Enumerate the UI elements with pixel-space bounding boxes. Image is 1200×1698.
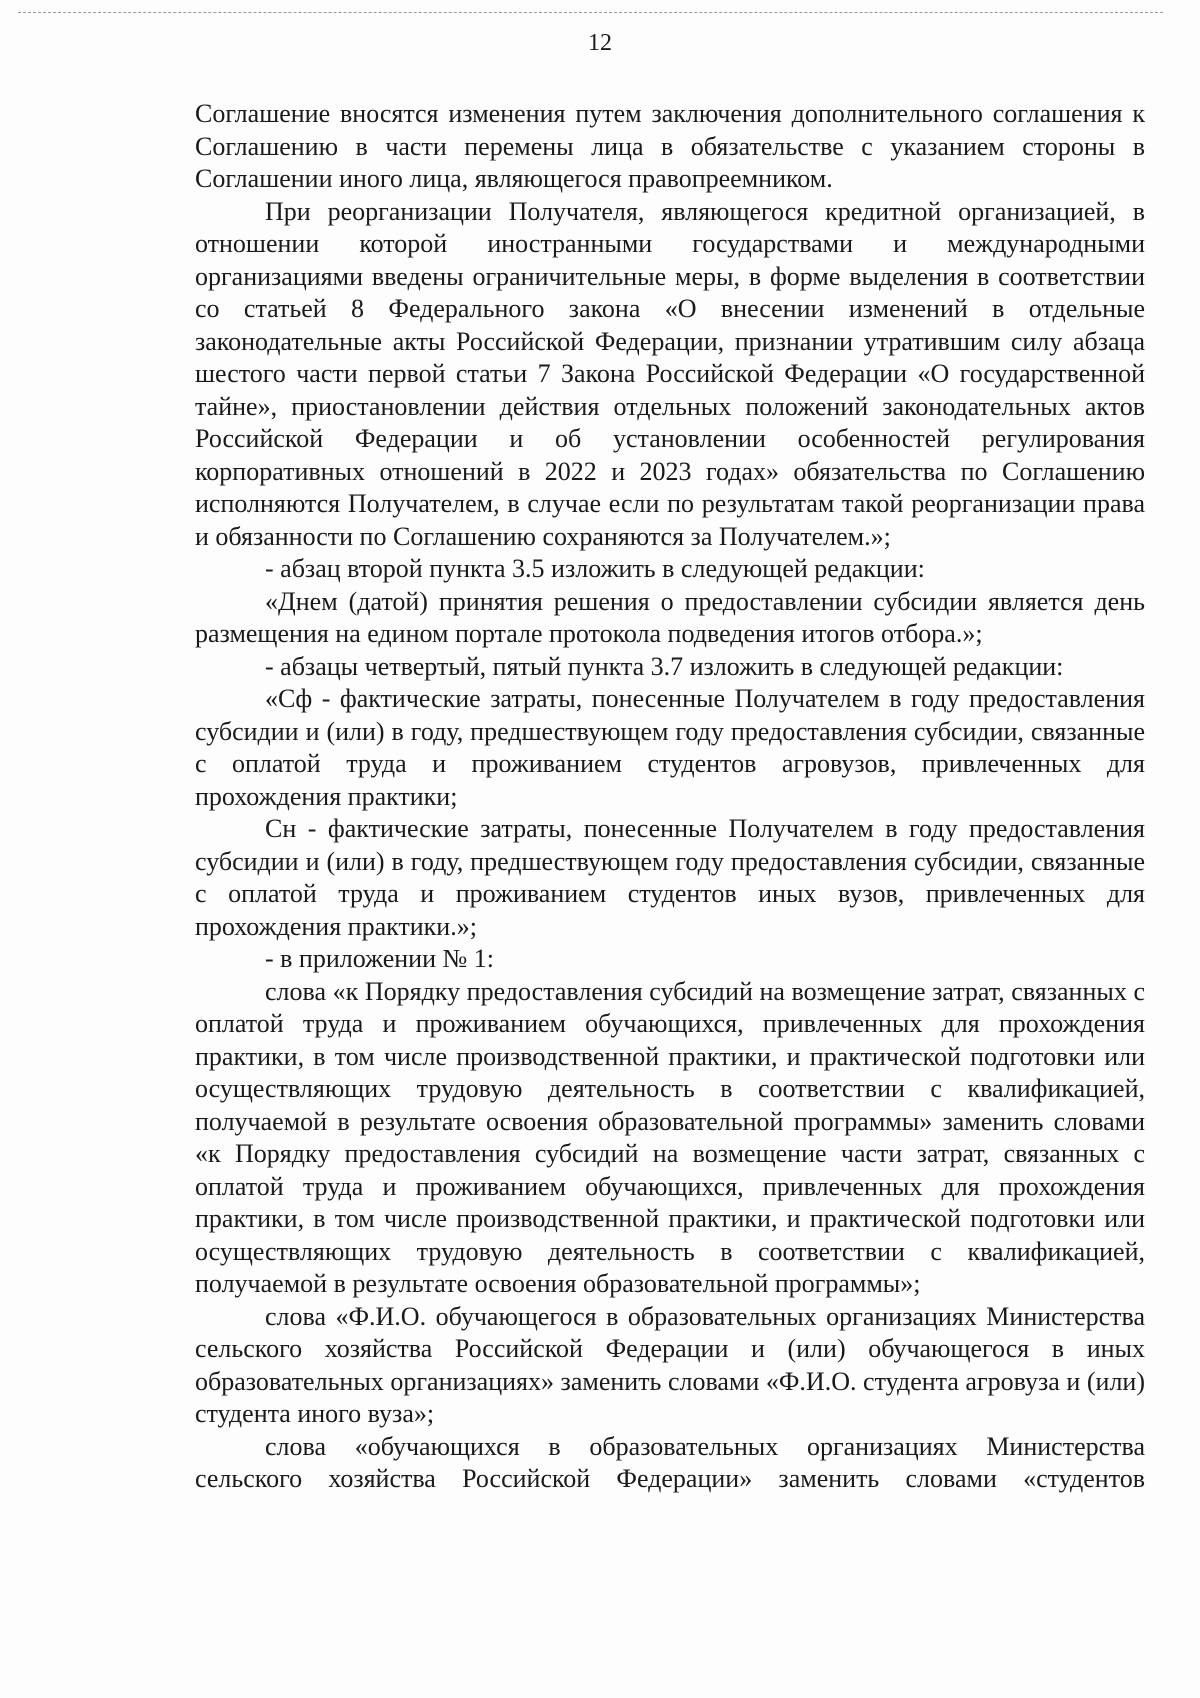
paragraph-reorganization: При реорганизации Получателя, являющегося кредитной организацией, в отношении которой иностранными государствами и международными организациями введены ограничительные меры, в форме выделения в соответствии со статьей 8 Федерального закона «О внесении изменений в отдельные законодательные акты Российской Федерации, признании утратившим силу абзаца шестого части первой статьи 7 Закона Российской Федерации «О государственной тайне», приостановлении действия отдельных положений законодательных актов Российской Федерации и об установлении особенностей регулирования корпоративных отношений в 2022 и 2023 годах» обязательства по Соглашению исполняются Получателем, в случае если по результатам такой реорганизации права и обязанности по Соглашению сохраняются за Получателем.»; (195, 196, 1145, 551)
paragraph-appendix-words-3: слова «обучающихся в образовательных организациях Министерства сельского хозяйства Российской Федерации» заменить словами «студентов (195, 1431, 1145, 1493)
document-body (195, 98, 1145, 1496)
paragraph-appendix-words-1: слова «к Порядку предоставления субсидий на возмещение затрат, связанных с оплатой труда и проживанием обучающихся, привлеченных для прохождения практики, в том числе производственной практики, и практической подготовки или осуществляющих трудовую деятельность в соответствии с квалификацией, получаемой в результате освоения образовательной программы» заменить словами «к Порядку предоставления субсидий на возмещение части затрат, связанных с оплатой труда и проживанием обучающихся, привлеченных для прохождения практики, в том числе производственной практики, и практической подготовки или осуществляющих трудовую деятельность в соответствии с квалификацией, получаемой в результате освоения образовательной программы»; (195, 976, 1145, 1298)
paragraph-appendix-words-2: слова «Ф.И.О. обучающегося в образовательных организациях Министерства сельского хозяйства Российской Федерации и (или) обучающегося в иных образовательных организациях» заменить словами «Ф.И.О. студента агровуза и (или) студента иного вуза»; (195, 1301, 1145, 1428)
paragraph-item-3-5-header: - абзац второй пункта 3.5 изложить в следующей редакции: (265, 554, 925, 583)
page-number: 12 (588, 30, 612, 56)
paragraph-appendix-1-header: - в приложении № 1: (265, 944, 495, 973)
paragraph-item-3-7-header: - абзацы четвертый, пятый пункта 3.7 изложить в следующей редакции: (265, 651, 1064, 681)
paragraph-continuation: Соглашение вносятся изменения путем заключения дополнительного соглашения к Соглашению в части перемены лица в обязательстве с указанием стороны в Соглашении иного лица, являющегося правопреемником. (195, 99, 1145, 193)
paragraph-sn-definition: Сн - фактические затраты, понесенные Получателем в году предоставления субсидии и (или) в году, предшествующем году предоставления субсидии, связанные с оплатой труда и проживанием студентов иных вузов, привлеченных для прохождения практики.»; (195, 814, 1145, 941)
scan-edge-line (18, 12, 1163, 13)
paragraph-item-3-5-text: «Днем (датой) принятия решения о предоставлении субсидии является день размещения на едином портале протокола подведения итогов отбора.»; (195, 586, 1145, 648)
paragraph-sf-definition: «Сф - фактические затраты, понесенные Получателем в году предоставления субсидии и (или) в году, предшествующем году предоставления субсидии, связанные с оплатой труда и проживанием студентов агровузов, привлеченных для прохождения практики; (195, 684, 1145, 811)
